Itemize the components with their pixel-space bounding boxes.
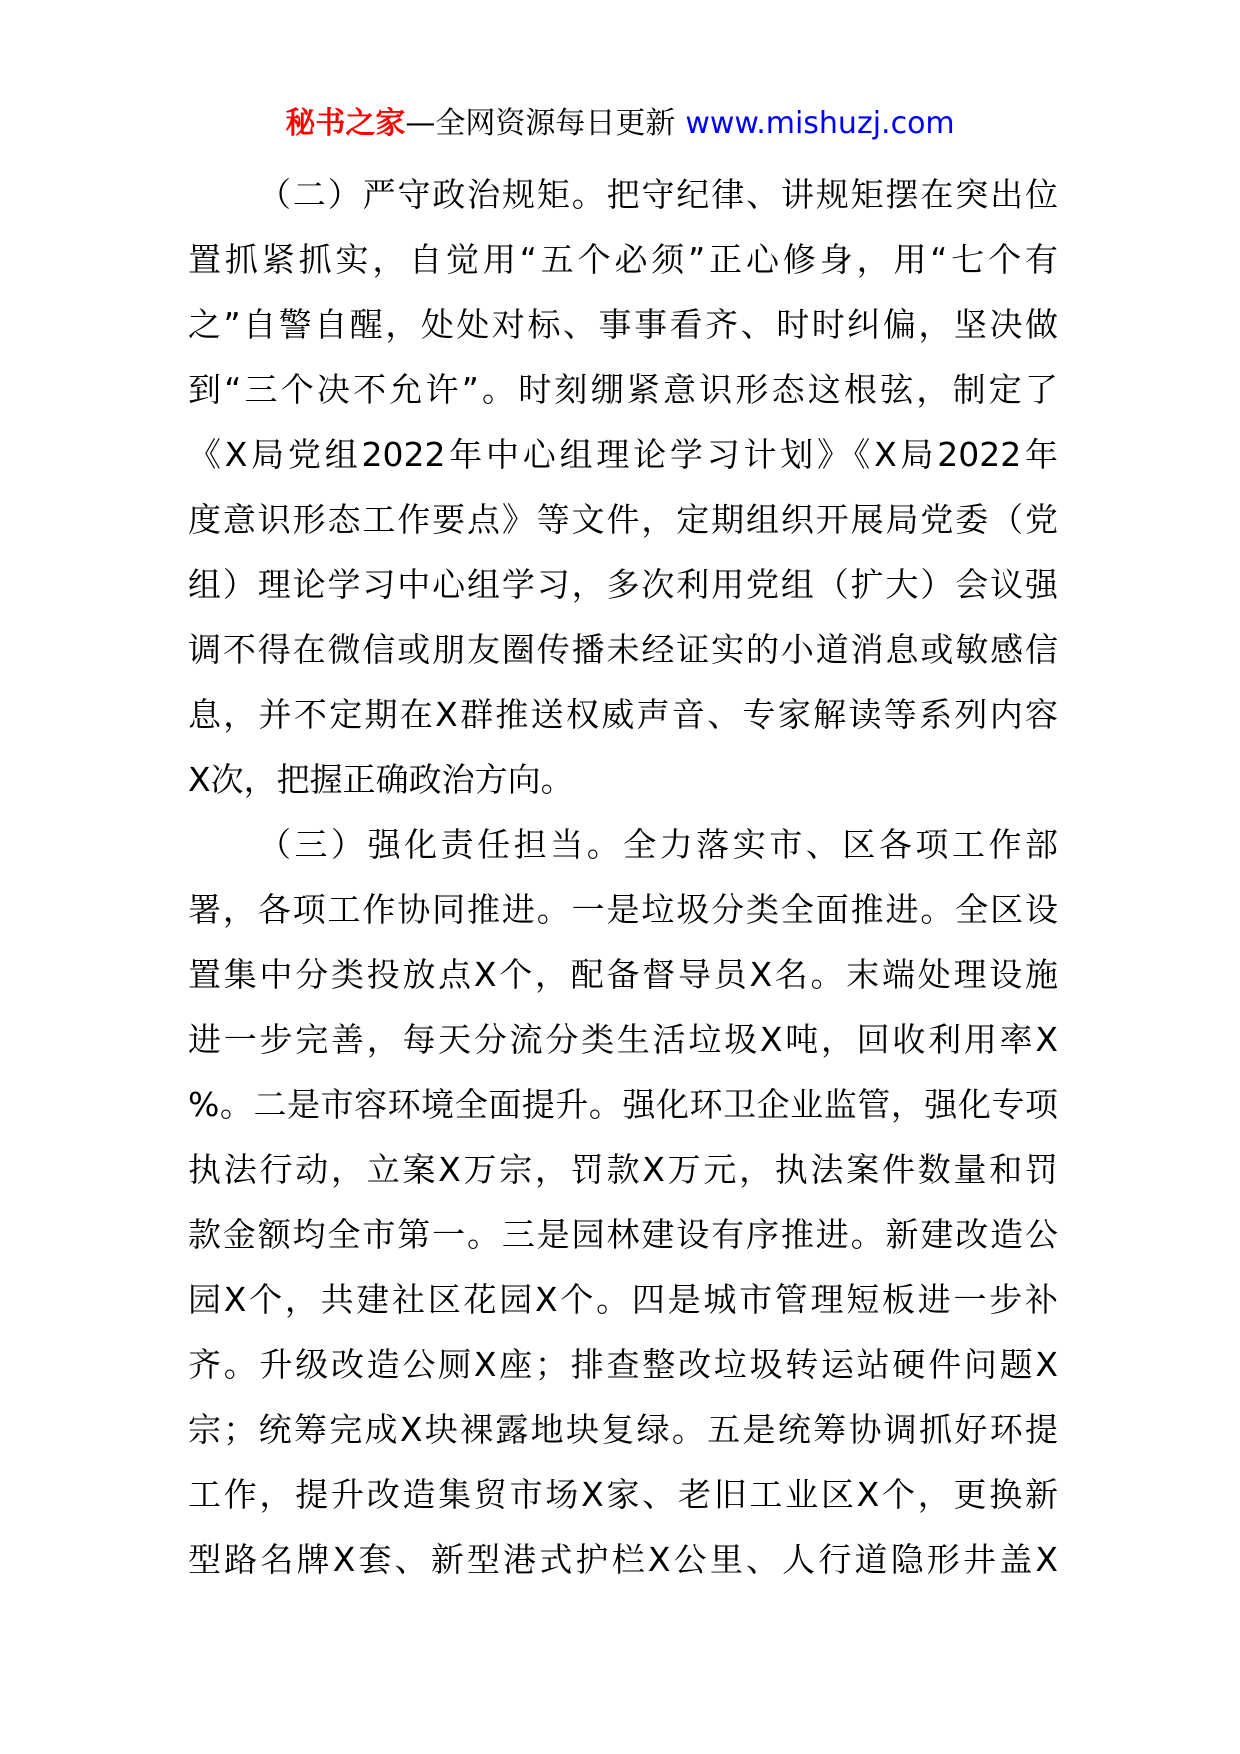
paragraph-line: 款金额均全市第一。三是园林建设有序推进。新建改造公 bbox=[188, 1215, 1058, 1254]
header-site-url[interactable]: www.mishuzj.com bbox=[685, 106, 955, 141]
paragraph-line: 齐。升级改造公厕X座；排查整改垃圾转运站硬件问题X bbox=[188, 1345, 1058, 1384]
paragraph-line: 调不得在微信或朋友圈传播未经证实的小道消息或敏感信 bbox=[188, 630, 1058, 669]
paragraph-line: （二）严守政治规矩。把守纪律、讲规矩摆在突出位 bbox=[258, 175, 1058, 214]
paragraph-responsibility bbox=[188, 812, 1058, 1592]
paragraph-line: 园X个，共建社区花园X个。四是城市管理短板进一步补 bbox=[188, 1280, 1058, 1319]
paragraph-line: %。二是市容环境全面提升。强化环卫企业监管，强化专项 bbox=[188, 1085, 1058, 1124]
header-tagline: —全网资源每日更新 bbox=[405, 106, 676, 141]
paragraph-line: 之”自警自醒，处处对标、事事看齐、时时纠偏，坚决做 bbox=[188, 305, 1058, 344]
paragraph-line: 宗；统筹完成X块裸露地块复绿。五是统筹协调抓好环提 bbox=[188, 1410, 1058, 1449]
paragraph-line: 进一步完善，每天分流分类生活垃圾X吨，回收利用率X bbox=[188, 1020, 1058, 1059]
paragraph-line: 工作，提升改造集贸市场X家、老旧工业区X个，更换新 bbox=[188, 1475, 1058, 1514]
paragraph-line: 组）理论学习中心组学习，多次利用党组（扩大）会议强 bbox=[188, 565, 1058, 604]
paragraph-political-rules bbox=[188, 162, 1058, 812]
paragraph-line: 置集中分类投放点X个，配备督导员X名。末端处理设施 bbox=[188, 955, 1058, 994]
paragraph-line: 息，并不定期在X群推送权威声音、专家解读等系列内容 bbox=[188, 695, 1058, 734]
paragraph-line: （三）强化责任担当。全力落实市、区各项工作部 bbox=[258, 825, 1058, 864]
paragraph-line: 度意识形态工作要点》等文件，定期组织开展局党委（党 bbox=[188, 500, 1058, 539]
page-header bbox=[0, 102, 1240, 146]
paragraph-line: 置抓紧抓实，自觉用“五个必须”正心修身，用“七个有 bbox=[188, 240, 1058, 279]
header-brand: 秘书之家 bbox=[285, 106, 406, 141]
paragraph-line: X次，把握正确政治方向。 bbox=[188, 760, 574, 799]
paragraph-line: 到“三个决不允许”。时刻绷紧意识形态这根弦，制定了 bbox=[188, 370, 1058, 409]
paragraph-line: 执法行动，立案X万宗，罚款X万元，执法案件数量和罚 bbox=[188, 1150, 1058, 1189]
paragraph-line: 型路名牌X套、新型港式护栏X公里、人行道隐形井盖X bbox=[188, 1540, 1058, 1579]
paragraph-line: 署，各项工作协同推进。一是垃圾分类全面推进。全区设 bbox=[188, 890, 1058, 929]
paragraph-line: 《X局党组2022年中心组理论学习计划》《X局2022年 bbox=[188, 435, 1058, 474]
document-body bbox=[188, 162, 1058, 1592]
